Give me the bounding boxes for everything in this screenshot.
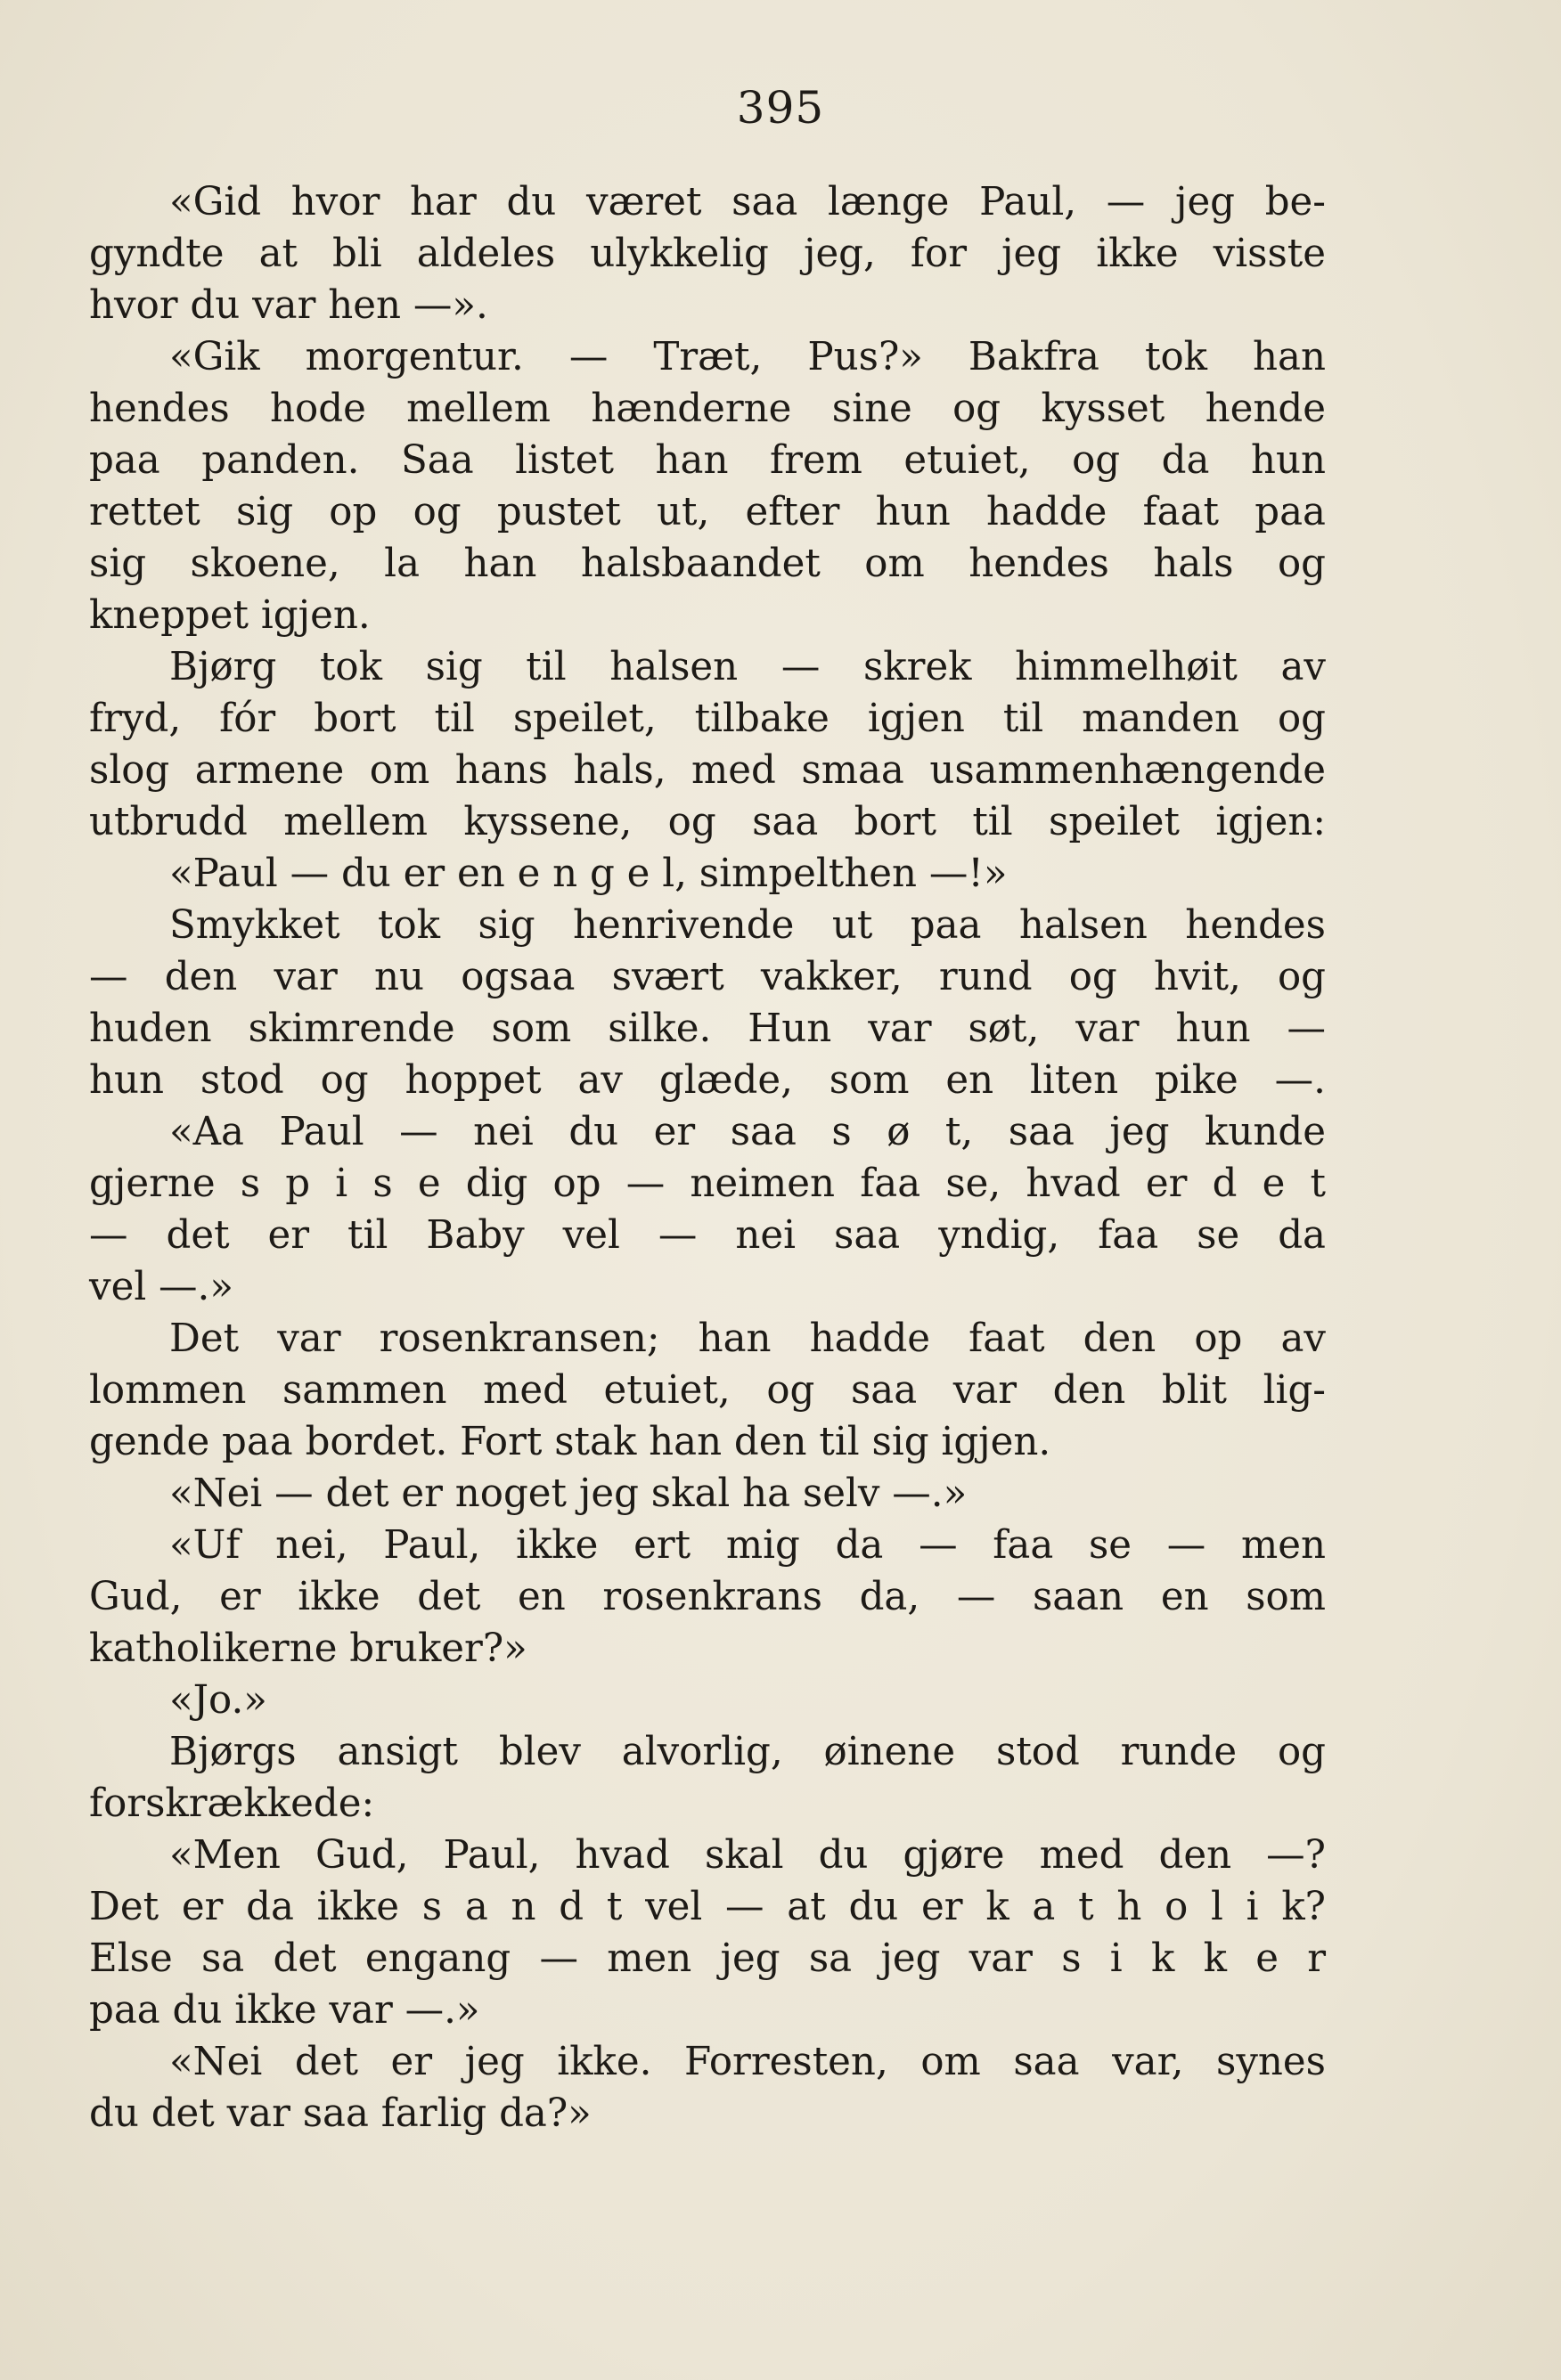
line-text: du det var saa farlig da?»	[89, 2091, 592, 2136]
page-number: 395	[736, 82, 825, 134]
text-line	[89, 1365, 1326, 1416]
line-text: Else sa det engang — men jeg sa jeg var s i k k e r	[89, 1936, 1326, 1981]
line-text: kneppet igjen.	[89, 593, 371, 638]
text-line	[89, 176, 1326, 228]
text-line	[89, 1210, 1326, 1261]
text-line	[89, 486, 1326, 538]
line-text: «Gik morgentur. — Træt, Pus?» Bakfra tok han	[169, 335, 1326, 379]
line-text: gyndte at bli aldeles ulykkelig jeg, for jeg ikke visste	[89, 232, 1326, 276]
text-line	[89, 280, 1326, 331]
text-line	[89, 331, 1326, 383]
line-text: — den var nu ogsaa svært vakker, rund og hvit, og	[89, 955, 1326, 999]
text-line	[89, 1881, 1326, 1933]
text-line	[89, 1158, 1326, 1210]
text-line	[89, 1520, 1326, 1571]
text-line	[89, 538, 1326, 590]
text-line	[89, 383, 1326, 435]
line-text: Gud, er ikke det en rosenkrans da, — saan en som	[89, 1575, 1326, 1619]
line-text: Bjørgs ansigt blev alvorlig, øinene stod runde og	[169, 1730, 1326, 1774]
text-line	[89, 1468, 1326, 1520]
line-text: «Nei — det er noget jeg skal ha selv —.»	[169, 1471, 968, 1516]
text-line	[89, 1106, 1326, 1158]
text-line	[89, 1726, 1326, 1778]
line-text: huden skimrende som silke. Hun var søt, var hun —	[89, 1007, 1326, 1051]
text-line	[89, 900, 1326, 951]
line-text: sig skoene, la han halsbaandet om hendes hals og	[89, 542, 1326, 586]
line-text: paa panden. Saa listet han frem etuiet, og da hun	[89, 438, 1326, 483]
text-line	[89, 1261, 1326, 1313]
line-text: «Gid hvor har du været saa længe Paul, — jeg be-	[169, 180, 1326, 224]
body-text	[89, 176, 1326, 2140]
text-line	[89, 693, 1326, 745]
line-text: Det var rosenkransen; han hadde faat den op av	[169, 1316, 1326, 1361]
text-line	[89, 1416, 1326, 1468]
line-text: forskrækkede:	[89, 1781, 375, 1826]
text-line	[89, 2088, 1326, 2140]
line-text: katholikerne bruker?»	[89, 1626, 527, 1671]
line-text: utbrudd mellem kyssene, og saa bort til speilet igjen:	[89, 800, 1326, 844]
line-text: Det er da ikke s a n d t vel — at du er k a t h o l i k?	[89, 1885, 1326, 1929]
line-text: slog armene om hans hals, med smaa usammenhængende	[89, 748, 1326, 793]
text-line	[89, 1055, 1326, 1106]
text-line	[89, 228, 1326, 280]
line-text: «Nei det er jeg ikke. Forresten, om saa var, synes	[169, 2040, 1326, 2084]
line-text: «Paul — du er en e n g e l, simpelthen —!»	[169, 852, 1008, 896]
text-line	[89, 2036, 1326, 2088]
text-line	[89, 848, 1326, 900]
line-text: gjerne s p i s e dig op — neimen faa se, hvad er d e t	[89, 1161, 1326, 1206]
line-text: — det er til Baby vel — nei saa yndig, faa se da	[89, 1213, 1326, 1258]
text-line	[89, 641, 1326, 693]
line-text: Smykket tok sig henrivende ut paa halsen hendes	[169, 903, 1326, 948]
line-text: lommen sammen med etuiet, og saa var den blit lig-	[89, 1368, 1326, 1413]
line-text: gende paa bordet. Fort stak han den til sig igjen.	[89, 1420, 1051, 1464]
line-text: vel —.»	[89, 1265, 233, 1309]
text-line	[89, 1313, 1326, 1365]
text-line	[89, 1933, 1326, 1985]
text-line	[89, 1778, 1326, 1830]
line-text: paa du ikke var —.»	[89, 1988, 480, 2033]
text-line	[89, 1830, 1326, 1881]
line-text: hun stod og hoppet av glæde, som en liten pike —.	[89, 1058, 1326, 1103]
line-text: «Uf nei, Paul, ikke ert mig da — faa se — men	[169, 1523, 1326, 1568]
text-line	[89, 1675, 1326, 1726]
text-line	[89, 745, 1326, 796]
line-text: rettet sig op og pustet ut, efter hun hadde faat paa	[89, 490, 1326, 534]
line-text: fryd, fór bort til speilet, tilbake igjen til manden og	[89, 697, 1326, 741]
line-text: «Jo.»	[169, 1678, 267, 1723]
text-line	[89, 796, 1326, 848]
line-text: hvor du var hen —».	[89, 283, 488, 328]
text-line	[89, 951, 1326, 1003]
text-line	[89, 1985, 1326, 2036]
text-line	[89, 1623, 1326, 1675]
text-line	[89, 435, 1326, 486]
text-line	[89, 590, 1326, 641]
text-line	[89, 1003, 1326, 1055]
line-text: «Aa Paul — nei du er saa s ø t, saa jeg kunde	[169, 1110, 1326, 1154]
line-text: Bjørg tok sig til halsen — skrek himmelhøit av	[169, 645, 1326, 689]
line-text: hendes hode mellem hænderne sine og kysset hende	[89, 387, 1326, 431]
text-line	[89, 1571, 1326, 1623]
line-text: «Men Gud, Paul, hvad skal du gjøre med den —?	[169, 1833, 1326, 1878]
